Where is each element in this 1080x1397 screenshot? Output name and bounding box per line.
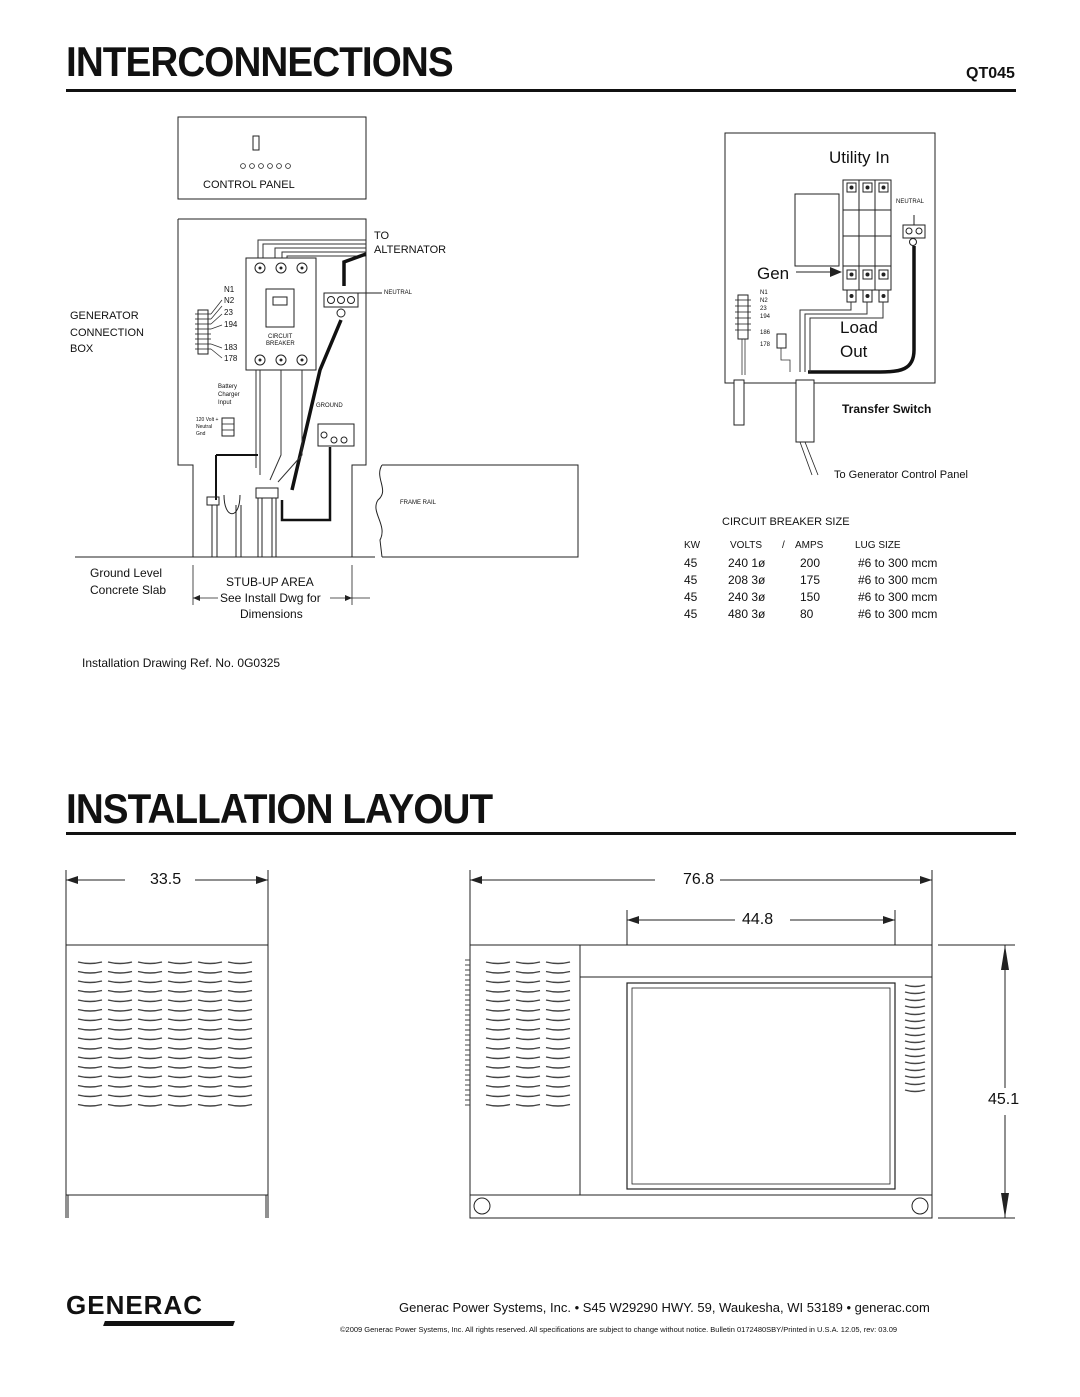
table-row — [684, 605, 937, 622]
out-label: Out — [840, 342, 868, 361]
cell-lug: #6 to 300 mcm — [858, 606, 938, 621]
breaker-label-circuit: CIRCUIT — [268, 334, 293, 340]
gcb-label-line1: GENERATOR — [70, 310, 139, 322]
cell-amps: 80 — [800, 606, 814, 621]
col-header-slash: / — [782, 540, 785, 551]
copyright-line: ©2009 Generac Power Systems, Inc. All rights reserved. All specifications are subject to change without notice. Bulletin 0172480SBY/Printed in U.S.A. 12.05, rev: 03.09 — [340, 1325, 898, 1334]
drawing-ref: Installation Drawing Ref. No. 0G0325 — [82, 656, 281, 670]
alternator-label: ALTERNATOR — [374, 244, 447, 256]
transfer-switch-title: Transfer Switch — [842, 402, 932, 416]
control-panel-note: To Generator Control Panel — [834, 469, 968, 481]
generac-logo — [66, 1291, 238, 1331]
cell-volts: 208 3ø — [728, 572, 766, 587]
terminal-label: 183 — [224, 343, 238, 352]
section-title-installation-layout: INSTALLATION LAYOUT — [66, 785, 493, 832]
col-header-lug: LUG SIZE — [855, 540, 901, 551]
cell-kw: 45 — [684, 572, 698, 587]
cell-kw: 45 — [684, 606, 698, 621]
neutral-label: NEUTRAL — [384, 290, 413, 296]
cell-volts: 480 3ø — [728, 606, 766, 621]
installation-layout-drawing — [0, 860, 1080, 1230]
table-row — [684, 554, 937, 571]
ts-terminal-178: 178 — [760, 342, 771, 348]
table-row — [684, 571, 937, 588]
utility-in-label: Utility In — [829, 148, 890, 167]
cell-amps: 175 — [800, 572, 821, 587]
section-title-interconnections: INTERCONNECTIONS — [66, 38, 453, 85]
col-header-kw: KW — [684, 540, 701, 551]
volt-label-line3: Gnd — [196, 431, 206, 437]
concrete-slab-label: Concrete Slab — [90, 583, 167, 597]
cell-amps: 150 — [800, 589, 821, 604]
dim-width: 33.5 — [150, 871, 182, 888]
dim-height: 45.1 — [988, 1091, 1020, 1108]
ts-terminal-186: 186 — [760, 330, 771, 336]
cell-volts: 240 1ø — [728, 555, 766, 570]
to-label: TO — [374, 230, 390, 242]
col-header-volts: VOLTS — [730, 540, 763, 551]
battery-label-line3: Input — [218, 400, 232, 406]
cell-kw: 45 — [684, 589, 698, 604]
gen-label: Gen — [757, 264, 790, 283]
terminal-label: 178 — [224, 354, 238, 363]
load-label: Load — [840, 318, 878, 337]
volt-label-line1: 120 Volt + — [196, 417, 219, 423]
ground-label: GROUND — [316, 403, 343, 409]
battery-label-line2: Charger — [218, 392, 240, 398]
col-header-amps: AMPS — [795, 540, 824, 551]
stub-up-area-label: STUB-UP AREA — [226, 575, 314, 589]
terminal-label: 23 — [224, 308, 233, 317]
volt-label-line2: Neutral — [196, 424, 213, 430]
breaker-label-breaker: BREAKER — [266, 341, 295, 347]
ts-neutral-label: NEUTRAL — [896, 199, 925, 205]
ground-level-label: Ground Level — [90, 566, 163, 580]
cell-kw: 45 — [684, 555, 698, 570]
gcb-label-line2: CONNECTION — [70, 327, 144, 339]
dim-length: 76.8 — [683, 871, 715, 888]
cell-lug: #6 to 300 mcm — [858, 589, 938, 604]
frame-rail-label: FRAME RAIL — [400, 500, 437, 506]
install-dwg-line1: See Install Dwg for — [220, 591, 321, 605]
table-row — [684, 588, 937, 605]
gcb-label-line3: BOX — [70, 343, 94, 355]
ts-terminal-label: N2 — [760, 298, 768, 304]
terminal-label: N2 — [224, 296, 235, 305]
logo-swoosh — [103, 1321, 235, 1326]
dim-inner: 44.8 — [742, 911, 774, 928]
logo-wordmark: GENERAC — [66, 1290, 204, 1320]
battery-label-line1: Battery — [218, 384, 238, 390]
control-panel-label: CONTROL PANEL — [203, 179, 295, 191]
ts-terminal-label: N1 — [760, 290, 768, 296]
ts-terminal-label: 194 — [760, 314, 771, 320]
generator-wiring-diagram — [0, 100, 1080, 630]
breaker-table — [684, 554, 937, 622]
title-rule — [66, 89, 1016, 92]
layout-rule — [66, 832, 1016, 835]
cell-lug: #6 to 300 mcm — [858, 572, 938, 587]
terminal-label: N1 — [224, 285, 235, 294]
ts-terminal-label: 23 — [760, 306, 767, 312]
cell-amps: 200 — [800, 555, 821, 570]
breaker-table-title: CIRCUIT BREAKER SIZE — [722, 516, 850, 528]
terminal-label: 194 — [224, 320, 238, 329]
model-number: QT045 — [966, 65, 1015, 82]
cell-lug: #6 to 300 mcm — [858, 555, 938, 570]
install-dwg-line2: Dimensions — [240, 607, 303, 621]
company-address: Generac Power Systems, Inc. • S45 W29290 HWY. 59, Waukesha, WI 53189 • generac.com — [399, 1300, 930, 1315]
cell-volts: 240 3ø — [728, 589, 766, 604]
